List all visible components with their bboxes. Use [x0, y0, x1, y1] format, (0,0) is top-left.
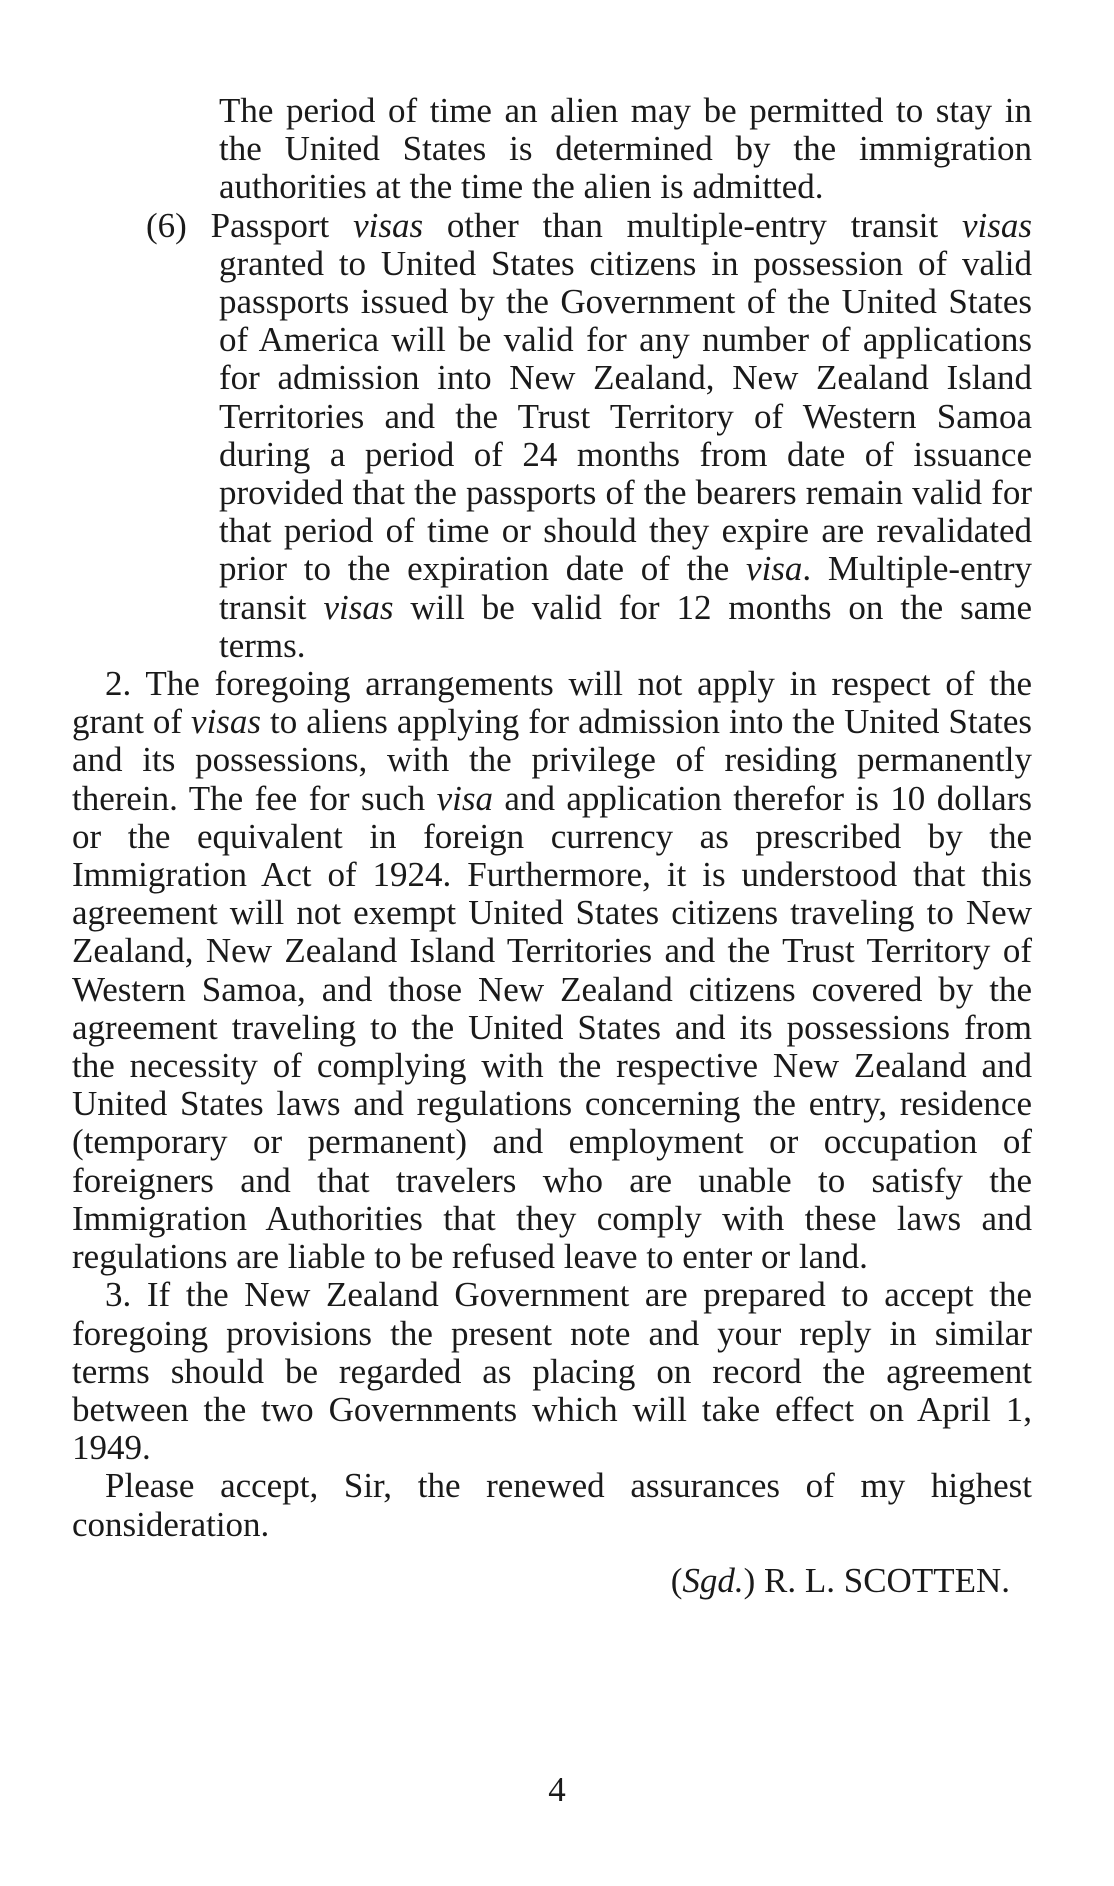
paragraph-2-visa-2: visa — [436, 778, 493, 818]
closing-paragraph: Please accept, Sir, the renewed assurances of my highest consideration. — [72, 1466, 1032, 1544]
paragraph-6-text-4: . Multiple-entry transit — [219, 549, 1032, 627]
paragraph-6 — [72, 207, 1032, 665]
paragraph-6-visa-3: visa — [746, 549, 803, 589]
paragraph-2-text-2: to aliens applying for admission into the United States and its possessions, with the privilege of residing permanently therein. The fee for such — [72, 702, 1032, 818]
signature: (Sgd.) R. L. SCOTTEN. — [670, 1560, 1010, 1600]
page-number: 4 — [548, 1770, 566, 1809]
paragraph-6-visas-2: visas — [962, 205, 1032, 245]
signature-name: R. L. SCOTTEN. — [764, 1560, 1010, 1600]
paragraph-6-text-3: granted to United States citizens in possession of valid passports issued by the Government of the United States of America will be valid for any number of applications for admission into New Zealand, New Zealand Island Territories and the Trust Territory of Western Samoa during a period of 24 months from date of issuance provided that the passports of the bearers remain valid for that period of time or should they expire are revalidated prior to the expiration date of the — [219, 243, 1032, 589]
paragraph-3: 3. If the New Zealand Government are prepared to accept the foregoing provisions the present note and your reply in similar terms should be regarded as placing on record the agreement between the two Governments which will take effect on April 1, 1949. — [72, 1275, 1032, 1468]
paragraph-2-visas-1: visas — [191, 702, 262, 742]
paragraph-2-text-1: 2. The foregoing arrangements will not apply in respect of the grant of — [72, 664, 1032, 742]
paragraph-6-text-2: other than multiple-entry transit — [423, 205, 962, 245]
paragraph-2-text-3: and application therefor is 10 dollars or the equivalent in foreign currency as prescribed by the Immigration Act of 1924. Furthermore, it is understood that this agreement will not exempt United States citizens traveling to New Zealand, New Zealand Island Territories and the Trust Territory of Western Samoa, and those New Zealand citizens covered by the agreement traveling to the United States and its possessions from the necessity of complying with the respective New Zealand and United States laws and regulations concerning the entry, residence (temporary or permanent) and employment or occupation of foreigners and that travelers who are unable to satisfy the Immigration Authorities that they comply with these laws and regulations are liable to be refused leave to enter or land. — [72, 778, 1032, 1277]
paragraph-6-text-5: will be valid for 12 months on the same terms. — [219, 587, 1032, 665]
paragraph-6-text-1: Passport — [210, 205, 354, 245]
paragraph-6-number: (6) — [146, 205, 187, 245]
signature-sgd: Sgd. — [682, 1560, 744, 1600]
paragraph-2 — [72, 665, 1032, 1276]
paragraph-6-visas-4: visas — [323, 587, 394, 627]
visa-period-paragraph: The period of time an alien may be permitted to stay in the United States is determined by the immigration authorities at the time the alien is admitted. — [219, 91, 1032, 207]
paragraph-6-visas-1: visas — [353, 205, 424, 245]
document-page — [72, 92, 1032, 1600]
